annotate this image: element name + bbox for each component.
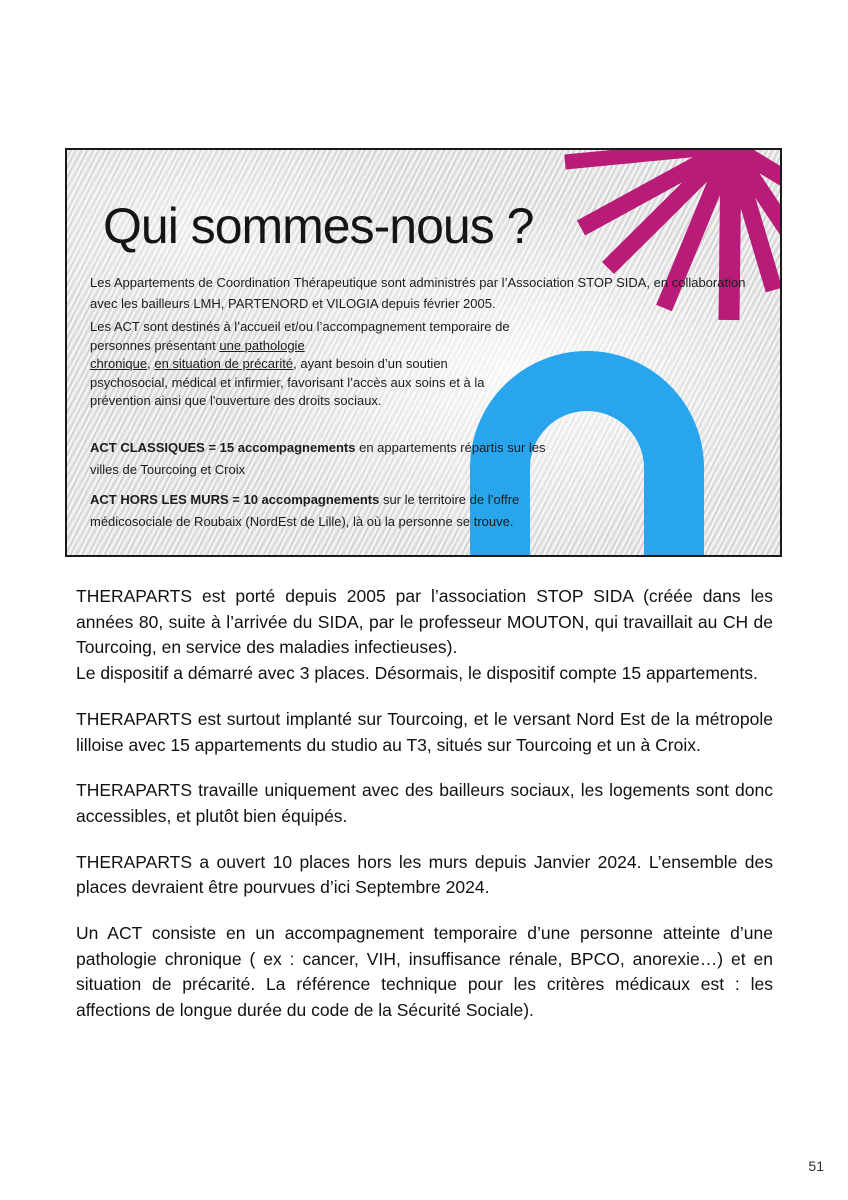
slide-text-blocks <box>90 272 780 533</box>
slide-text-block-act-description: Les ACT sont destinés à l’accueil et/ou l’accompagnement temporaire de personnes présentant une pathologie chronique, en situation de précarité, ayant besoin d’un soutien psychosocial, médical et infirmier, favorisant l’accès aux soins et à la prévention ainsi que l'ouverture des droits sociaux. <box>90 319 510 408</box>
paragraph-group <box>76 778 773 829</box>
body-paragraph: THERAPARTS est surtout implanté sur Tourcoing, et le versant Nord Est de la métropole lilloise avec 15 appartements du studio au T3, situés sur Tourcoing et un à Croix. <box>76 708 773 755</box>
body-paragraph: THERAPARTS travaille uniquement avec des bailleurs sociaux, les logements sont donc accessibles, et plutôt bien équipés. <box>76 780 773 826</box>
paragraph-group <box>76 584 773 687</box>
slide-text-block-act-classiques: ACT CLASSIQUES = 15 accompagnements en appartements répartis sur les villes de Tourcoing et Croix <box>90 439 546 477</box>
slide-text-block-act-hors-les-murs: ACT HORS LES MURS = 10 accompagnements sur le territoire de l’offre médicosociale de Roubaix (NordEst de Lille), là où la personne se trouve. <box>90 491 520 529</box>
slide-text-block-intro: Les Appartements de Coordination Thérapeutique sont administrés par l’Association STOP SIDA, en collaboration avec les bailleurs LMH, PARTENORD et VILOGIA depuis février 2005. <box>90 275 746 311</box>
slide-title: Qui sommes-nous ? <box>103 198 534 254</box>
paragraph-group <box>76 850 773 901</box>
body-paragraph: THERAPARTS a ouvert 10 places hors les murs depuis Janvier 2024. L’ensemble des places devraient être pourvues d’ici Septembre 2024. <box>76 851 773 898</box>
paragraph-group <box>76 921 773 1024</box>
slide-content <box>67 150 780 555</box>
paragraph-group <box>76 707 773 758</box>
body-paragraph: Un ACT consiste en un accompagnement temporaire d’une personne atteinte d’une pathologie chronique ( ex : cancer, VIH, insuffisance rénale, BPCO, anorexie…) et en situation de précarité. La référence technique pour les critères médicaux est : les affections de longue durée du code de la Sécurité Sociale). <box>76 923 773 1021</box>
page-number: 51 <box>808 1158 824 1174</box>
body-paragraph: THERAPARTS est porté depuis 2005 par l’association STOP SIDA (créée dans les années 80, suite à l’arrivée du SIDA, par le professeur MOUTON, qui travaillait au CH de Tourcoing, en service des maladies infectieuses). <box>76 586 773 658</box>
body-text <box>76 584 773 1044</box>
slide-image <box>65 148 782 557</box>
body-paragraph: Le dispositif a démarré avec 3 places. Désormais, le dispositif compte 15 appartements. <box>76 663 758 684</box>
